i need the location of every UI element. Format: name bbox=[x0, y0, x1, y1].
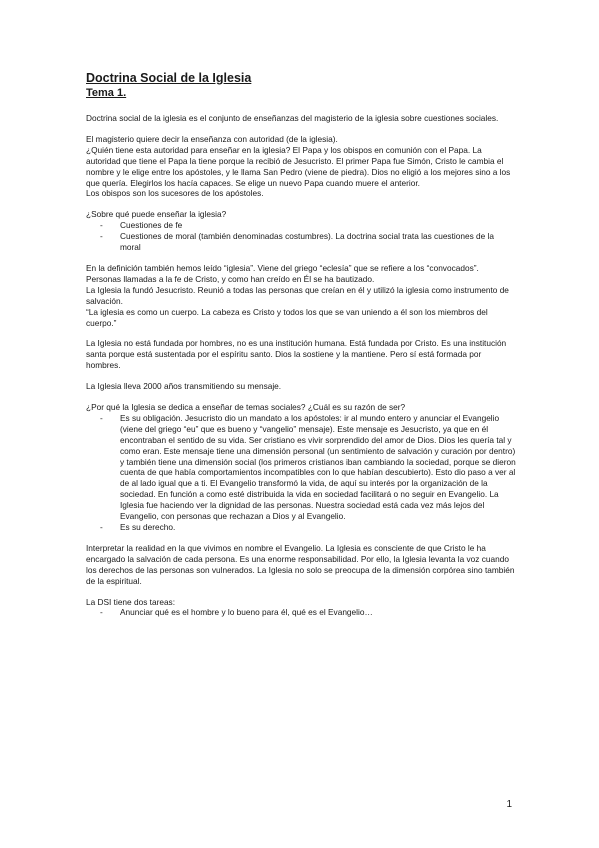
document-title: Doctrina Social de la Iglesia bbox=[86, 71, 252, 85]
document-subtitle: Tema 1. bbox=[86, 87, 127, 99]
paragraph-cuerpo: “La iglesia es como un cuerpo. La cabeza es Cristo y todos los que se van uniendo a él son los miembros del cuerpo.” bbox=[86, 306, 488, 328]
paragraph-interpretar: Interpretar la realidad en la que vivimos en nombre el Evangelio. La Iglesia es consciente de que Cristo le ha encargado la salvación de cada persona. Es una enorme responsabilidad. Por ello, la Iglesia levanta la voz cuando los derechos de las personas son vulnerados. La Iglesia no solo se preocupa de la dimensión corpórea sino también de la espiritual. bbox=[86, 542, 515, 586]
list-item: - Anunciar qué es el hombre y lo bueno para él, qué es el Evangelio… bbox=[86, 607, 516, 618]
list-ensenar bbox=[86, 220, 516, 253]
question-razon-de-ser: ¿Por qué la Iglesia se dedica a enseñar de temas sociales? ¿Cuál es su razón de ser? bbox=[86, 402, 406, 413]
list-item: - Es su obligación. Jesucristo dio un mandato a los apóstoles: ir al mundo entero y anunciar el Evangelio (viene del griego “eu” que es bueno y “vangelio” mensaje). Este mensaje es Jesucristo, ya que en él encontraban el sentido de su vida. Ser cristiano es vivir sorprendido del amor de Dios. Dios les quería tal y como eran. Este mensaje tiene una dimensión personal (un sentimiento de salvación y curación por dentro) y también tiene una dimensión social (los primeros cristianos iban cambiando la sociedad, porque se dieron cuenta de que había comportamientos incompatibles con lo que habían descubierto). Esto dio paso a ver al de al lado igual que a ti. El Evangelio transformó la vida, de aquí su interés por la organización de la sociedad. En función a como esté distribuida la vida en sociedad facilitará o no seguir en Evangelio. La Iglesia fue haciendo ver la dignidad de las personas. Nuestra sociedad está cada vez más lejos del Evangelio, con personas que rechazan a Dios y al Evangelio. bbox=[86, 413, 516, 522]
paragraph-2000-anos: La Iglesia lleva 2000 años transmitiendo su mensaje. bbox=[86, 381, 282, 392]
paragraph-magisterio: El magisterio quiere decir la enseñanza con autoridad (de la iglesia). bbox=[86, 133, 338, 144]
paragraph-definition: Doctrina social de la iglesia es el conjunto de enseñanzas del magisterio de la iglesia sobre cuestiones sociales. bbox=[86, 113, 499, 123]
list-item: - Es su derecho. bbox=[86, 522, 516, 533]
paragraph-iglesia-definicion: En la definición también hemos leído “iglesia”. Viene del griego “eclesía” que se refiere a los “convocados”. Personas llamadas a la fe de Cristo, y como han creído en Él se ha bautizado. bbox=[86, 262, 479, 284]
list-item: - Cuestiones de fe bbox=[86, 220, 516, 231]
question-ensenar: ¿Sobre qué puede enseñar la iglesia? bbox=[86, 209, 227, 220]
paragraph-institucion: La Iglesia no está fundada por hombres, no es una institución humana. Está fundada por Cristo. Es una institución santa porque está sustentada por el espíritu santo. Dios la sostiene y la mantiene. Pero sí está formada por hombres. bbox=[86, 338, 507, 371]
question-tareas: La DSI tiene dos tareas: bbox=[86, 596, 176, 607]
paragraph-autoridad: ¿Quién tiene esta autoridad para enseñar en la iglesia? El Papa y los obispos en comunión con el Papa. La autoridad que tiene el Papa la tiene porque la recibió de Jesucristo. El primer Papa fue Simón, Cristo le cambia el nombre y le elige entre los apóstoles, y le llama San Pedro (viene de piedra). Dios no eligió a los mejores sino a los que quería. Elegirlos los hacía capaces. Se elige un nuevo Papa cuando muere el anterior. bbox=[86, 144, 511, 188]
list-item: - Cuestiones de moral (también denominadas costumbres). La doctrina social trata las cuestiones de la moral bbox=[86, 231, 516, 253]
paragraph-fundacion: La Iglesia la fundó Jesucristo. Reunió a todas las personas que creían en él y utilizó la iglesia como instrumento de salvación. bbox=[86, 284, 509, 306]
page-number: 1 bbox=[506, 799, 512, 810]
list-razon-de-ser bbox=[86, 413, 516, 533]
list-tareas bbox=[86, 607, 516, 618]
paragraph-obispos: Los obispos son los sucesores de los apóstoles. bbox=[86, 188, 264, 199]
document-page bbox=[86, 70, 516, 628]
